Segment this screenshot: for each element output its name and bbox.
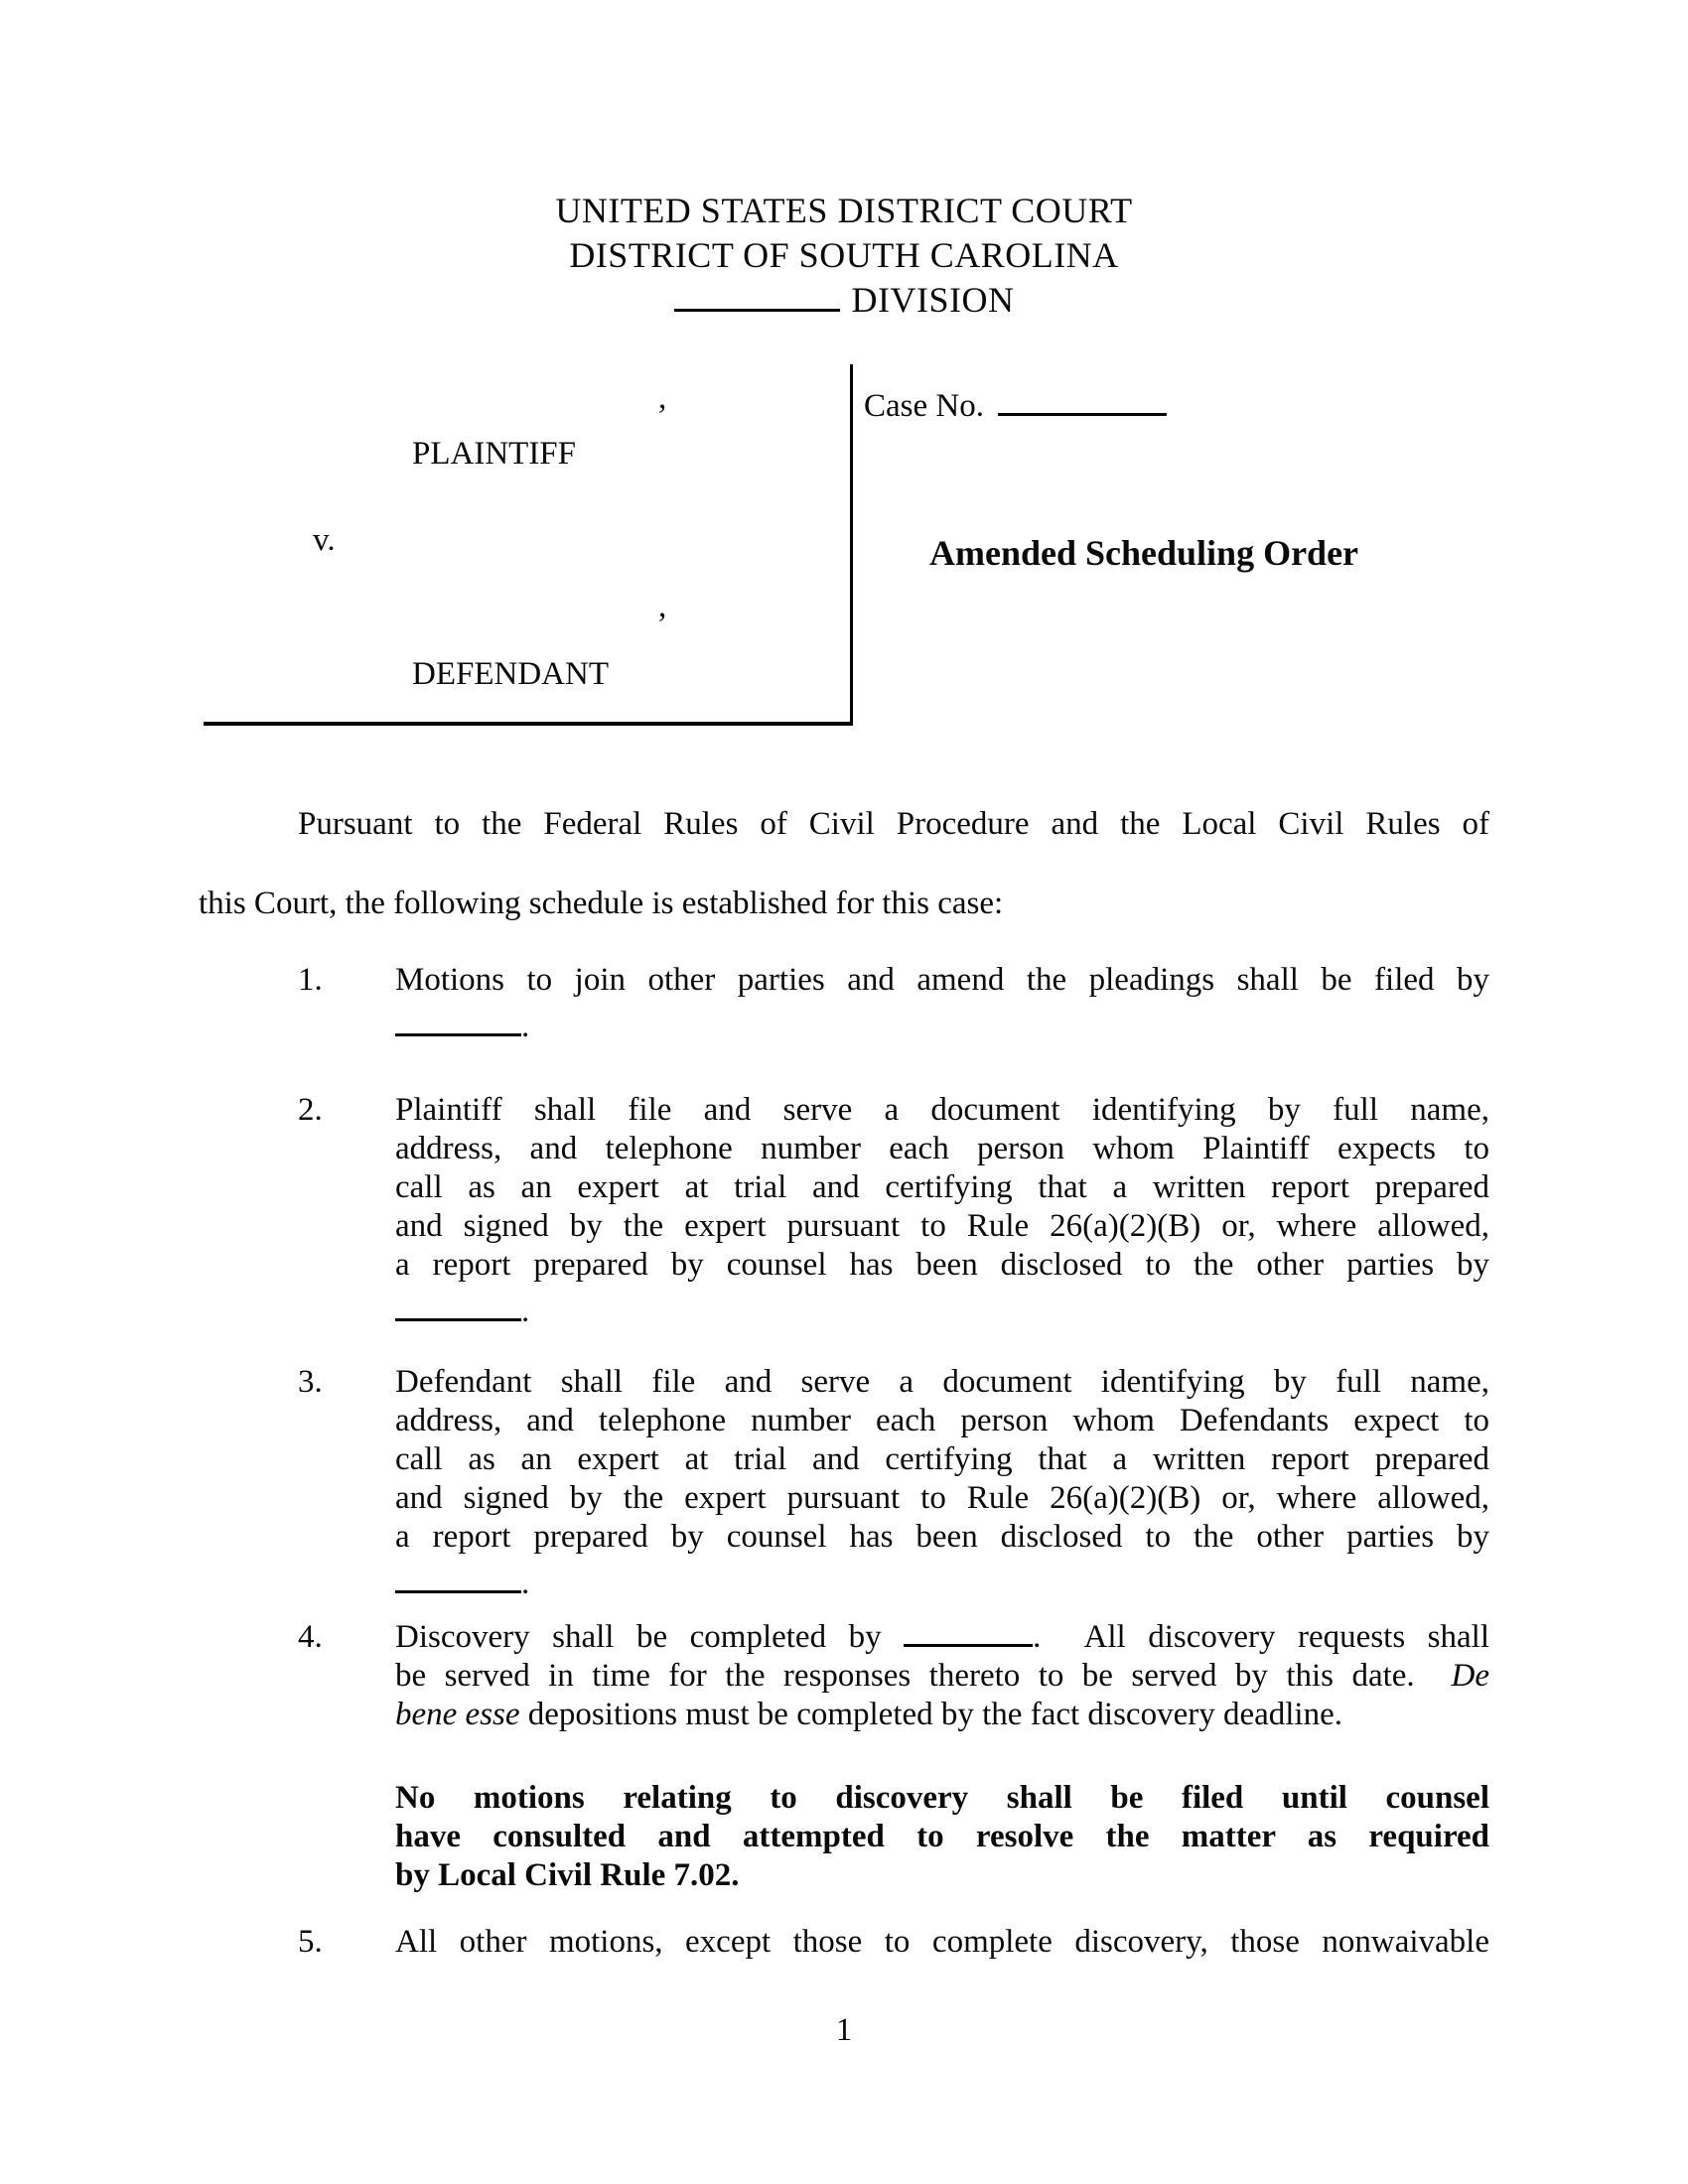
item-line: call as an expert at trial and certifying that a written report prepared [395, 1169, 1489, 1205]
latin-phrase-end: bene esse [395, 1697, 520, 1732]
discovery-text-pre: Discovery shall be completed by [395, 1619, 882, 1655]
intro-line-2: this Court, the following schedule is established for this case: [199, 886, 1004, 921]
defendant-label: DEFENDANT [412, 656, 609, 692]
item-content [395, 961, 1489, 1046]
item-content [395, 1618, 1489, 1895]
item-content [395, 1091, 1489, 1331]
caption-parties [204, 364, 853, 726]
discovery-date-blank-underline [904, 1644, 1033, 1647]
list-item-3 [298, 1363, 1489, 1603]
bold-line: have consulted and attempted to resolve the matter as required [395, 1819, 1489, 1854]
period: . [521, 1566, 530, 1601]
latin-phrase-start: De [1451, 1658, 1489, 1694]
item-line [395, 1696, 1489, 1734]
bold-line: No motions relating to discovery shall be filed until counsel [395, 1780, 1489, 1816]
item-line: call as an expert at trial and certifying that a written report prepared [395, 1441, 1489, 1477]
item-line [395, 1618, 1489, 1657]
item-number: 3. [298, 1364, 323, 1400]
list-item-1 [298, 961, 1489, 1046]
item-content [395, 1363, 1489, 1603]
list-item-2 [298, 1091, 1489, 1331]
discovery-text-post: . All discovery requests shall [1033, 1619, 1490, 1655]
date-blank-underline [395, 1033, 521, 1036]
item-line: a report prepared by counsel has been disclosed to the other parties by [395, 1519, 1489, 1555]
item-line [395, 1657, 1489, 1696]
date-blank-line [395, 1008, 1489, 1046]
item-line-text: be served in time for the responses thereto to be served by this date. [395, 1658, 1452, 1694]
plaintiff-label: PLAINTIFF [412, 436, 577, 472]
item-line: Plaintiff shall file and serve a document identifying by full name, [395, 1092, 1489, 1128]
caption-right [853, 364, 1488, 722]
order-body [199, 784, 1489, 1962]
item-line-text: depositions must be completed by the fact discovery deadline. [519, 1697, 1342, 1732]
division-blank-underline [674, 309, 840, 312]
case-no-blank-underline [998, 413, 1167, 416]
intro-paragraph [199, 784, 1489, 943]
bold-line: by Local Civil Rule 7.02. [395, 1857, 740, 1893]
versus-label: v. [313, 522, 336, 558]
plaintiff-name-comma: , [658, 380, 667, 416]
division-line [0, 278, 1688, 323]
item-number: 2. [298, 1092, 323, 1128]
period: . [521, 1294, 530, 1329]
item-number: 4. [298, 1619, 323, 1655]
list-item-5 [298, 1923, 1489, 1962]
item-number: 1. [298, 962, 323, 998]
date-blank-underline [395, 1590, 521, 1593]
item-line: address, and telephone number each person whom Defendants expect to [395, 1403, 1489, 1438]
item-number: 5. [298, 1924, 323, 1960]
court-name: UNITED STATES DISTRICT COURT [555, 191, 1133, 230]
defendant-name-comma: , [658, 589, 667, 624]
district-name: DISTRICT OF SOUTH CAROLINA [569, 235, 1119, 275]
item-line: Motions to join other parties and amend the pleadings shall be filed by [395, 962, 1489, 998]
item-line: and signed by the expert pursuant to Rule 26(a)(2)(B) or, where allowed, [395, 1480, 1489, 1516]
page-number: 1 [835, 2012, 853, 2048]
case-no-label: Case No. [864, 388, 984, 424]
item-line: Defendant shall file and serve a document identifying by full name, [395, 1364, 1489, 1400]
item-line: address, and telephone number each person whom Plaintiff expects to [395, 1131, 1489, 1166]
court-header [0, 189, 1688, 323]
date-blank-line [395, 1293, 1489, 1331]
order-title: Amended Scheduling Order [929, 533, 1359, 573]
date-blank-line [395, 1565, 1489, 1603]
item-content [395, 1923, 1489, 1962]
case-number-line [864, 387, 1167, 426]
division-label: DIVISION [851, 280, 1015, 320]
intro-line-1: Pursuant to the Federal Rules of Civil Procedure and the Local Civil Rules of [298, 806, 1489, 842]
list-item-4 [298, 1618, 1489, 1895]
item-line: All other motions, except those to complete discovery, those nonwaivable [395, 1924, 1489, 1960]
item-line: and signed by the expert pursuant to Rule 26(a)(2)(B) or, where allowed, [395, 1208, 1489, 1244]
date-blank-underline [395, 1318, 521, 1321]
item-line: a report prepared by counsel has been disclosed to the other parties by [395, 1247, 1489, 1283]
discovery-motions-warning [395, 1779, 1489, 1895]
period: . [521, 1009, 530, 1044]
